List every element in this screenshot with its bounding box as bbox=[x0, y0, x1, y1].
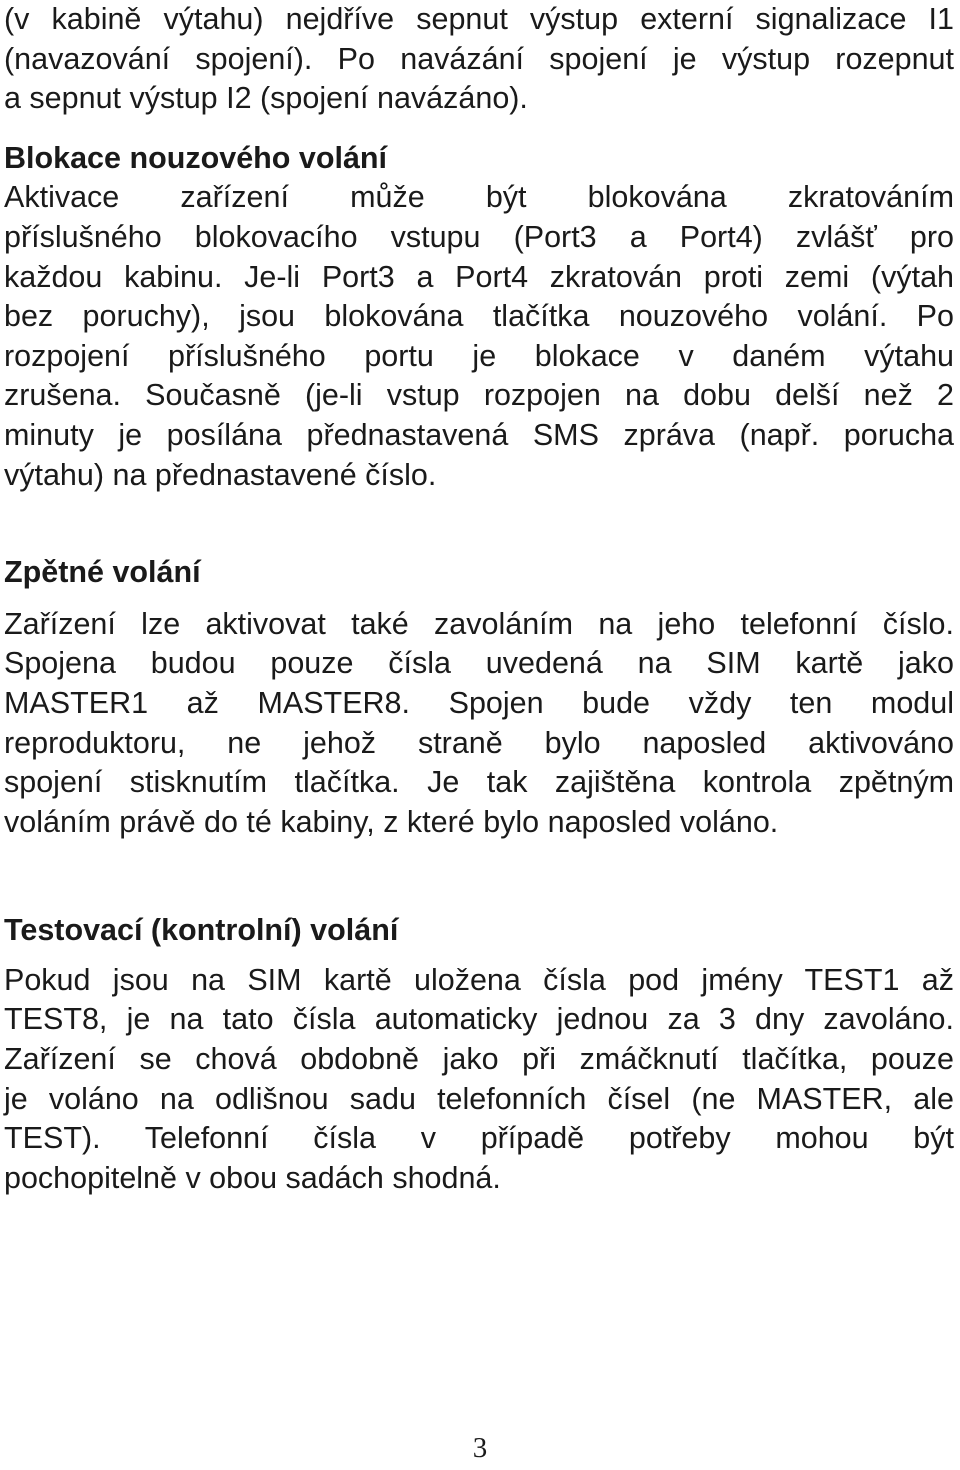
text-line: výtahu) na přednastavené číslo. bbox=[4, 457, 437, 492]
section-heading: Zpětné volání bbox=[4, 555, 201, 590]
text-line: Aktivace zařízení může být blokována zkratováním bbox=[4, 180, 954, 215]
text-line: a sepnut výstup I2 (spojení navázáno). bbox=[4, 81, 528, 116]
intro-paragraph bbox=[4, 0, 954, 119]
text-line: Zařízení lze aktivovat také zavoláním na jeho telefonní číslo. bbox=[4, 606, 954, 641]
text-line: bez poruchy), jsou blokována tlačítka nouzového volání. Po bbox=[4, 299, 954, 334]
section-heading: Blokace nouzového volání bbox=[4, 140, 388, 175]
text-line: rozpojení příslušného portu je blokace v daném výtahu bbox=[4, 338, 954, 373]
page-number: 3 bbox=[472, 1432, 488, 1464]
text-line: příslušného blokovacího vstupu (Port3 a Port4) zvlášť pro bbox=[4, 219, 954, 254]
text-line: TEST8, je na tato čísla automaticky jednou za 3 dny zavoláno. bbox=[4, 1002, 954, 1037]
document-page bbox=[4, 0, 954, 1198]
text-line: zrušena. Současně (je-li vstup rozpojen na dobu delší než 2 bbox=[4, 378, 954, 413]
text-line: Pokud jsou na SIM kartě uložena čísla pod jmény TEST1 až bbox=[4, 962, 954, 997]
text-line: je voláno na odlišnou sadu telefonních čísel (ne MASTER, ale bbox=[4, 1081, 954, 1116]
text-line: (v kabině výtahu) nejdříve sepnut výstup externí signalizace I1 bbox=[4, 2, 954, 36]
section-blocking bbox=[4, 139, 954, 495]
text-line: pochopitelně v obou sadách shodná. bbox=[4, 1160, 501, 1195]
text-line: MASTER1 až MASTER8. Spojen bude vždy ten modul bbox=[4, 685, 954, 720]
section-test-call bbox=[4, 911, 954, 1198]
text-line: voláním právě do té kabiny, z které bylo naposled voláno. bbox=[4, 804, 779, 839]
section-callback bbox=[4, 553, 954, 842]
text-line: spojení stisknutím tlačítka. Je tak zajištěna kontrola zpětným bbox=[4, 765, 954, 800]
text-line: TEST). Telefonní čísla v případě potřeby mohou být bbox=[4, 1121, 954, 1156]
text-line: Spojena budou pouze čísla uvedená na SIM kartě jako bbox=[4, 646, 954, 681]
section-heading: Testovací (kontrolní) volání bbox=[4, 913, 399, 948]
text-line: každou kabinu. Je-li Port3 a Port4 zkratován proti zemi (výtah bbox=[4, 259, 954, 294]
text-line: minuty je posílána přednastavená SMS zpráva (např. porucha bbox=[4, 417, 954, 452]
text-line: Zařízení se chová obdobně jako při zmáčknutí tlačítka, pouze bbox=[4, 1042, 954, 1077]
text-line: reproduktoru, ne jehož straně bylo naposled aktivováno bbox=[4, 725, 954, 760]
text-line: (navazování spojení). Po navázání spojení je výstup rozepnut bbox=[4, 41, 954, 76]
